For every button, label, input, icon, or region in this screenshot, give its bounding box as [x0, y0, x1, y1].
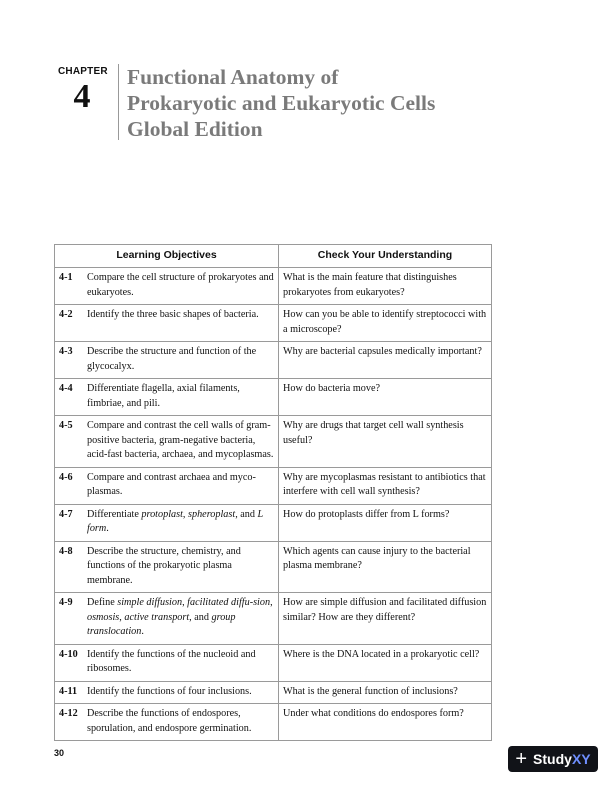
objective-text: Describe the functions of endospores, sporulation, and endospore germination.: [87, 708, 252, 734]
table-header-row: [55, 245, 492, 268]
objective-text: Differentiate flagella, axial filaments, fimbriae, and pili.: [87, 383, 240, 409]
plus-icon: +: [515, 748, 528, 770]
learning-objectives-table: [54, 244, 492, 741]
check-question: Where is the DNA located in a prokaryotic cell?: [279, 644, 492, 681]
objective-text: Describe the structure, chemistry, and functions of the prokaryotic plasma membrane.: [87, 545, 241, 586]
table-row: [55, 379, 492, 416]
check-question: How do protoplasts differ from L forms?: [279, 504, 492, 541]
objective-text: Identify the three basic shapes of bacteria.: [87, 309, 259, 320]
objective-text: Define simple diffusion, facilitated diffu-sion, osmosis, active transport, and group translocation.: [87, 597, 273, 637]
objective-text: Compare and contrast the cell walls of gram-positive bacteria, gram-negative bacteria, acid-fast bacteria, archaea, and mycoplasmas.: [87, 420, 274, 460]
check-question: Under what conditions do endospores form?: [279, 704, 492, 741]
objective-number: 4-7: [59, 508, 73, 520]
check-question: Why are bacterial capsules medically important?: [279, 342, 492, 379]
page-number: 30: [54, 748, 65, 758]
objective-number: 4-12: [59, 708, 78, 719]
objective-text: Describe the structure and function of the glycocalyx.: [87, 346, 257, 372]
objective-text: Compare the cell structure of prokaryotes and eukaryotes.: [87, 272, 274, 298]
chapter-label: CHAPTER: [58, 66, 108, 77]
objective-number: 4-4: [59, 383, 73, 394]
header-check-understanding: Check Your Understanding: [279, 245, 492, 268]
table-row: [55, 504, 492, 541]
title-divider: [118, 64, 119, 140]
check-question: Why are drugs that target cell wall synthesis useful?: [279, 416, 492, 468]
check-question: Why are mycoplasmas resistant to antibiotics that interfere with cell wall synthesis?: [279, 467, 492, 504]
objective-number: 4-9: [59, 597, 73, 608]
objective-number: 4-6: [59, 471, 73, 483]
header-learning-objectives: Learning Objectives: [55, 245, 279, 268]
title-line-2: Prokaryotic and Eukaryotic Cells: [127, 91, 436, 115]
badge-study-text: Study: [533, 751, 572, 767]
check-question: How are simple diffusion and facilitated diffusion similar? How are they different?: [279, 593, 492, 645]
check-question: Which agents can cause injury to the bacterial plasma membrane?: [279, 541, 492, 593]
title-line-1: Functional Anatomy of: [127, 65, 339, 89]
objective-text: Compare and contrast archaea and myco-plasmas.: [87, 471, 256, 497]
check-question: What is the main feature that distinguishes prokaryotes from eukaryotes?: [279, 268, 492, 305]
objective-number: 4-5: [59, 420, 73, 431]
badge-xy-text: XY: [571, 751, 591, 767]
objective-number: 4-1: [59, 272, 73, 283]
table-row: [55, 467, 492, 504]
table-row: [55, 644, 492, 681]
check-question: How can you be able to identify streptococci with a microscope?: [279, 305, 492, 342]
table-row: [55, 704, 492, 741]
table-row: [55, 416, 492, 468]
studyxy-badge[interactable]: [508, 746, 598, 772]
check-question: What is the general function of inclusions?: [279, 681, 492, 704]
table-row: [55, 305, 492, 342]
table-row: [55, 342, 492, 379]
table-row: [55, 541, 492, 593]
objective-number: 4-8: [59, 545, 73, 557]
table-row: [55, 593, 492, 645]
objective-number: 4-3: [59, 346, 73, 357]
objective-number: 4-2: [59, 309, 73, 320]
objective-text: Identify the functions of the nucleoid and ribosomes.: [87, 648, 256, 674]
table-row: [55, 268, 492, 305]
chapter-number: 4: [73, 78, 91, 115]
chapter-title: [127, 64, 435, 142]
objective-number: 4-11: [59, 685, 78, 697]
objective-text: Identify the functions of four inclusions.: [87, 685, 252, 697]
check-question: How do bacteria move?: [279, 379, 492, 416]
title-line-3: Global Edition: [127, 117, 263, 141]
objective-number: 4-10: [59, 648, 78, 660]
objective-text: Differentiate protoplast, spheroplast, and L form.: [87, 508, 264, 534]
table-row: [55, 681, 492, 704]
